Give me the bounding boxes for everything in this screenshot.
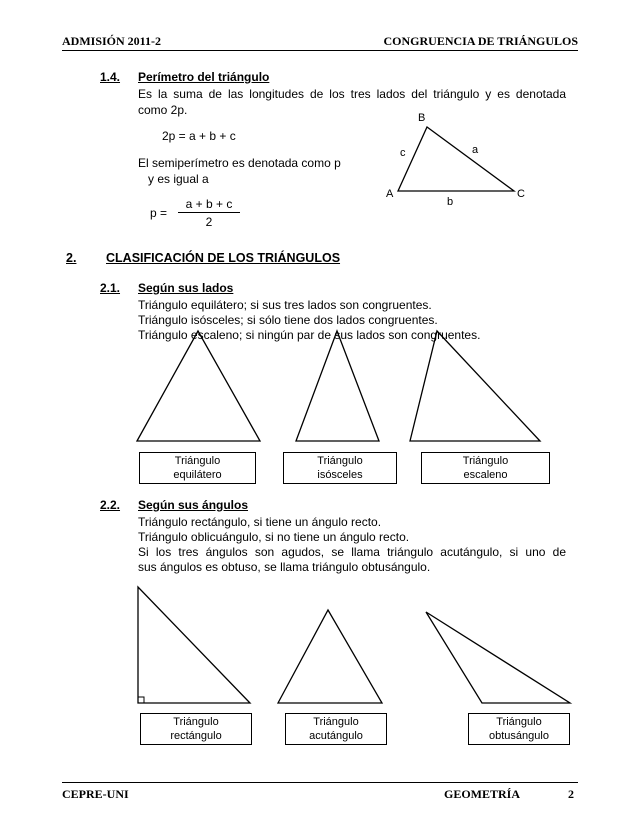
section-2-2-line-2: Triángulo oblicuángulo, si no tiene un ángulo recto. <box>138 530 410 544</box>
caption-equilateral-line-2: equilátero <box>173 469 222 481</box>
semiperimeter-line-1: El semiperímetro es denotada como p <box>138 156 341 170</box>
vertex-b-label: B <box>418 112 426 124</box>
side-c-label: c <box>400 147 406 159</box>
section-1-4-number: 1.4. <box>100 70 121 84</box>
triangle-scalene <box>410 331 540 441</box>
right-angle-mark <box>138 697 144 703</box>
semiperimeter-p: p = <box>150 206 168 220</box>
section-2-1-line-2: Triángulo isósceles; si sólo tiene dos lados congruentes. <box>138 313 438 327</box>
semiperimeter-line-2: y es igual a <box>148 172 209 186</box>
triangle-equilateral <box>137 331 260 441</box>
caption-obtuse <box>468 713 570 745</box>
vertex-c-label: C <box>517 188 525 200</box>
footer-left: CEPRE-UNI <box>62 787 129 801</box>
perimeter-formula: 2p = a + b + c <box>162 129 236 143</box>
section-2-number: 2. <box>66 251 77 265</box>
caption-right-line-2: rectángulo <box>170 730 222 742</box>
caption-scalene-line-1: Triángulo <box>462 455 509 467</box>
section-2-2-line-1: Triángulo rectángulo, si tiene un ángulo recto. <box>138 515 382 529</box>
section-2-1-number: 2.1. <box>100 281 121 295</box>
section-2-2-number: 2.2. <box>100 498 121 512</box>
caption-scalene <box>421 452 550 484</box>
triangle-right <box>138 587 250 703</box>
caption-equilateral <box>139 452 256 484</box>
triangle-acute <box>278 610 382 703</box>
caption-right-line-1: Triángulo <box>173 716 219 728</box>
caption-right <box>140 713 252 745</box>
footer-subject: GEOMETRÍA <box>444 787 521 801</box>
side-b-label: b <box>447 196 454 208</box>
caption-obtuse-line-2: obtusángulo <box>489 730 549 742</box>
caption-acute-line-2: acutángulo <box>309 730 363 742</box>
section-2-1-title: Según sus lados <box>138 281 234 295</box>
caption-isosceles-line-1: Triángulo <box>317 455 363 467</box>
caption-isosceles-line-2: isósceles <box>317 469 363 481</box>
caption-equilateral-line-1: Triángulo <box>174 455 221 467</box>
section-2-2-title: Según sus ángulos <box>138 498 249 512</box>
caption-obtuse-line-1: Triángulo <box>496 716 542 728</box>
page-number: 2 <box>568 787 574 801</box>
section-2-1-line-1: Triángulo equilátero; si sus tres lados son congruentes. <box>138 298 432 312</box>
side-a-label: a <box>472 144 479 156</box>
header-left: ADMISIÓN 2011-2 <box>62 34 162 48</box>
vertex-a-label: A <box>386 188 394 200</box>
semiperimeter-numerator: a + b + c <box>178 196 240 213</box>
caption-scalene-line-2: escaleno <box>463 469 508 481</box>
triangle-isosceles <box>296 331 379 441</box>
header-right: CONGRUENCIA DE TRIÁNGULOS <box>383 34 578 48</box>
caption-isosceles <box>283 452 397 484</box>
section-1-4-title: Perímetro del triángulo <box>138 70 270 84</box>
section-1-4-line-2: como 2p. <box>138 103 188 117</box>
semiperimeter-denominator: 2 <box>205 215 213 229</box>
section-2-2-line-3: Si los tres ángulos son agudos, se llama triángulo acutángulo, si uno de <box>138 545 566 559</box>
footer-rule <box>62 782 578 783</box>
caption-acute-line-1: Triángulo <box>313 716 359 728</box>
caption-acute <box>285 713 387 745</box>
triangle-obtuse <box>426 612 570 703</box>
section-1-4-line-1: Es la suma de las longitudes de los tres lados del triángulo y es denotada <box>138 87 566 101</box>
section-2-1-line-3: Triángulo escaleno; si ningún par de sus lados son congruentes. <box>138 328 481 342</box>
section-2-2-line-4: sus ángulos es obtuso, se llama triángulo obtusángulo. <box>138 560 431 574</box>
section-2-title: CLASIFICACIÓN DE LOS TRIÁNGULOS <box>106 251 341 265</box>
triangle-abc <box>398 127 514 191</box>
